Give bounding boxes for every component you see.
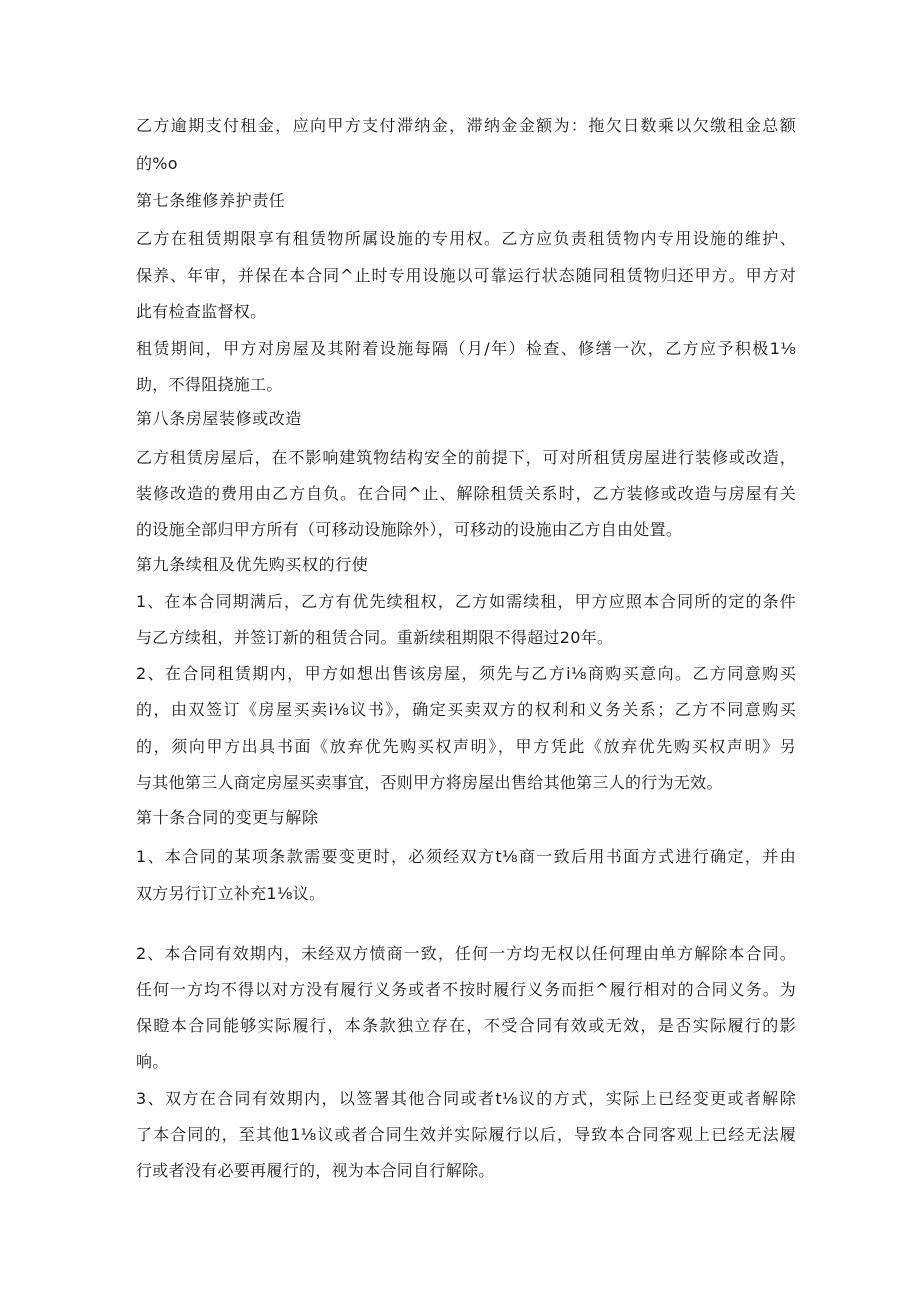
paragraph-line: 2、在合同租赁期内，甲方如想出售该房屋，须先与乙方i⅛商购买意向。乙方同意购买 — [136, 664, 796, 683]
paragraph-line: 与其他第三人商定房屋买卖事宜，否则甲方将房屋出售给其他第三人的行为无效。 — [136, 773, 723, 792]
paragraph-line: 此有检查监督权。 — [136, 302, 267, 321]
paragraph-line: 的，须向甲方出具书面《放弃优先购买权声明》，甲方凭此《放弃优先购买权声明》另 — [136, 737, 796, 756]
paragraph-line: 保瞪本合同能够实际履行，本条款独立存在，不受合同有效或无效，是否实际履行的影 — [136, 1016, 796, 1035]
paragraph-line: 1、本合同的某项条款需要变更时，必须经双方t⅛商一致后用书面方式进行确定，并由 — [136, 847, 796, 866]
paragraph-line: 了本合同的，至其他1⅛议或者合同生效并实际履行以后，导致本合同客观上已经无法履 — [136, 1125, 796, 1144]
paragraph-line: 任何一方均不得以对方没有履行义务或者不按时履行义务而拒^履行相对的合同义务。为 — [136, 980, 796, 999]
section-heading-7: 第七条维修养护责任 — [136, 191, 286, 210]
paragraph-line: 的%o — [136, 154, 178, 173]
paragraph-line: 装修改造的费用由乙方自负。在合同^止、解除租赁关系时，乙方装修或改造与房屋有关 — [136, 484, 796, 503]
paragraph-line: 保养、年审，并保在本合同^止时专用设施以可靠运行状态随同租赁物归还甲方。甲方对 — [136, 266, 796, 285]
paragraph-line: 租赁期间，甲方对房屋及其附着设施每隔（月/年）检查、修缮一次，乙方应予积极1⅛ — [136, 339, 796, 358]
paragraph-line: 3、双方在合同有效期内，以签署其他合同或者t⅛议的方式，实际上已经变更或者解除 — [136, 1089, 796, 1108]
paragraph-line: 行或者没有必要再履行的，视为本合同自行解除。 — [136, 1161, 495, 1180]
paragraph-line: 乙方租赁房屋后，在不影响建筑物结构安全的前提下，可对所租赁房屋进行装修或改造， — [136, 448, 796, 467]
paragraph-line: 响。 — [136, 1052, 169, 1071]
section-heading-8: 第八条房屋装修或改造 — [136, 409, 303, 428]
paragraph-line: 1、在本合同期满后，乙方有优先续租权，乙方如需续租，甲方应照本合同所的定的条件 — [136, 592, 796, 611]
section-heading-9: 第九条续租及优先购买权的行使 — [136, 555, 369, 574]
paragraph-line: 助，不得阻挠施工。 — [136, 375, 283, 394]
paragraph-line: 2、本合同有效期内，未经双方愤商一致，任何一方均无权以任何理由单方解除本合同。 — [136, 944, 796, 963]
paragraph-line: 的设施全部归甲方所有（可移动设施除外），可移动的设施由乙方自由处置。 — [136, 520, 683, 539]
section-heading-10: 第十条合同的变更与解除 — [136, 808, 319, 827]
paragraph-line: 双方另行订立补充1⅛议。 — [136, 884, 326, 903]
paragraph-line: 乙方在租赁期限享有租赁物所属设施的专用权。乙方应负责租赁物内专用设施的维护、 — [136, 229, 796, 248]
paragraph-line: 乙方逾期支付租金，应向甲方支付滞纳金，滞纳金金额为：拖欠日数乘以欠缴租金总额 — [136, 116, 796, 135]
paragraph-line: 的，由双签订《房屋买卖i⅛议书》，确定买卖双方的权利和义务关系；乙方不同意购买 — [136, 700, 796, 719]
paragraph-line: 与乙方续租，并签订新的租赁合同。重新续租期限不得超过20年。 — [136, 628, 614, 647]
